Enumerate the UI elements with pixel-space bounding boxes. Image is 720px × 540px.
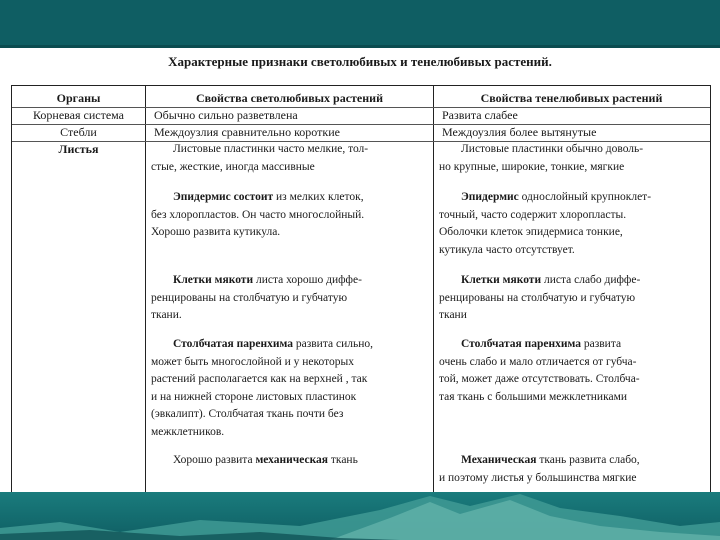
header-organs: Органы: [56, 91, 101, 105]
shade-leaf-blades: Листовые пластинки обычно доволь- но крупные, широкие, тонкие, мягкие: [439, 143, 644, 173]
light-mesophyll: Клетки мякоти листа хорошо диффе- ренцированы на столбчатую и губчатую ткани.: [151, 274, 362, 321]
header-shade-props: Свойства тенелюбивых растений: [480, 91, 663, 105]
shade-epidermis: Эпидермис однослойный крупноклет- точный, часто содержит хлоропласты. Оболочки клеток эпидермиса тонкие, кутикула часто отсутствует.: [439, 191, 652, 256]
row-shade-stem: Междоузлия более вытянутые: [442, 125, 597, 139]
bottom-decor-band: [0, 492, 720, 540]
row-organ-stem: Стебли: [60, 125, 97, 139]
shade-mesophyll: Клетки мякоти листа слабо диффе- ренцированы на столбчатую и губчатую ткани: [439, 274, 641, 321]
mountain-decor-icon: [0, 492, 720, 540]
light-epidermis: Эпидермис состоит из мелких клеток, без хлоропластов. Он часто многослойный. Хорошо развита кутикула.: [151, 191, 365, 238]
row-shade-root: Развита слабее: [442, 108, 518, 122]
shade-palisade: Столбчатая паренхима развита очень слабо и мало отличается от губча- той, может даже отсутствовать. Столбча- тая ткань с большими межклетниками: [439, 338, 640, 403]
comparison-table: [11, 85, 711, 493]
shade-mechanical: Механическая ткань развита слабо, и поэтому листья у большинства мягкие: [439, 454, 640, 484]
column-divider: [145, 86, 146, 493]
row-organ-leaves: Листья: [58, 142, 99, 156]
row-light-stem: Междоузлия сравнительно короткие: [154, 125, 340, 139]
light-palisade: Столбчатая паренхима развита сильно, может быть многослойной и у некоторых растений располагается как на верхней , так и на нижней стороне листовых пластинок (эвкалипт). Столбчатая ткань почти без межклетников.: [151, 338, 374, 438]
light-mechanical: Хорошо развита механическая ткань: [173, 454, 358, 466]
header-light-props: Свойства светолюбивых растений: [195, 91, 384, 105]
slide-title: Характерные признаки светолюбивых и тенелюбивых растений.: [168, 54, 552, 69]
top-decor-band: [0, 0, 720, 48]
light-leaf-blades: Листовые пластинки часто мелкие, тол- стые, жесткие, иногда массивные: [151, 143, 369, 173]
row-organ-root: Корневая система: [33, 108, 124, 122]
row-light-root: Обычно сильно разветвлена: [154, 108, 298, 122]
column-divider: [433, 86, 434, 493]
